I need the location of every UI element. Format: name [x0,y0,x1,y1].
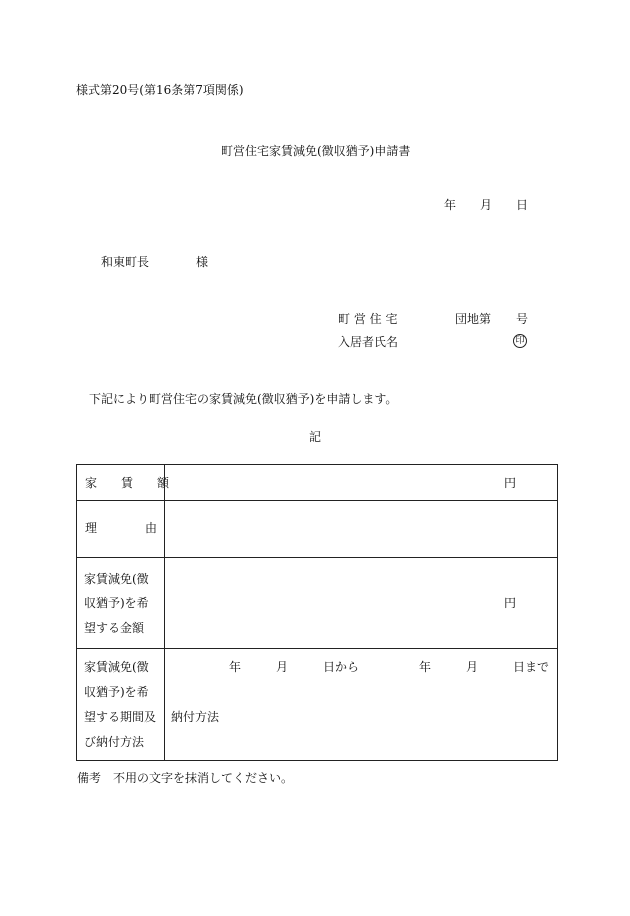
desired-amount-label-line1: 家賃減免(徴 [84,572,149,586]
table-row-divider [77,557,557,558]
date-year: 年 [444,198,457,212]
reason-label: 理 由 [85,521,158,535]
addressee-honorific: 様 [196,255,209,269]
period-from-day: 日から [323,660,360,674]
period-to-year: 年 [419,660,432,674]
desired-period-label-line2: 収猶予)を希 [84,685,149,699]
period-from-month: 月 [276,660,289,674]
application-statement: 下記により町営住宅の家賃減免(徴収猶予)を申請します。 [89,392,398,406]
ki-heading: 記 [309,430,322,444]
table-column-divider [164,465,165,760]
addressee-name: 和東町長 [101,255,150,269]
date-day: 日 [516,198,529,212]
desired-amount-unit: 円 [504,596,517,610]
desired-period-label-line4: び納付方法 [84,735,145,749]
rent-label: 家 賃 額 [85,476,170,490]
period-to-day: 日まで [513,660,550,674]
number-label: 号 [516,312,529,326]
desired-period-label-line3: 望する期間及 [84,710,157,724]
desired-period-label-line1: 家賃減免(徴 [84,660,149,674]
danchi-label: 団地第 [455,312,492,326]
desired-amount-label-line2: 収猶予)を希 [84,596,149,610]
date-month: 月 [480,198,493,212]
payment-method-label: 納付方法 [171,710,220,724]
housing-label: 町 営 住 宅 [338,312,398,326]
application-table [76,464,558,761]
rent-unit: 円 [504,476,517,490]
desired-amount-label-line3: 望する金額 [84,621,145,635]
remarks: 備考 不用の文字を抹消してください。 [77,771,294,785]
table-row-divider [77,500,557,501]
period-to-month: 月 [466,660,479,674]
table-row-divider [77,648,557,649]
form-number: 様式第20号(第16条第7項関係) [76,83,244,97]
seal-mark: 印 [513,334,527,348]
resident-name-label: 入居者氏名 [338,335,399,349]
period-from-year: 年 [229,660,242,674]
document-title: 町営住宅家賃減免(徴収猶予)申請書 [221,144,411,158]
